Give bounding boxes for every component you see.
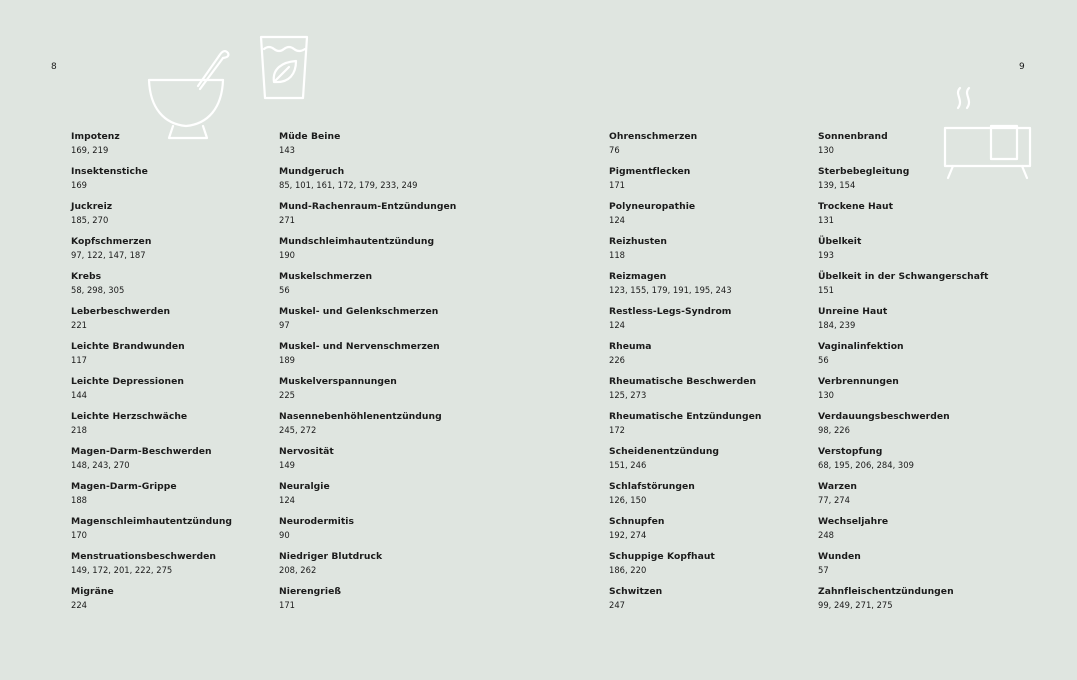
- page-number-right: 9: [1019, 62, 1025, 72]
- index-term: Neuralgie: [279, 481, 330, 492]
- page-references: 130: [818, 390, 834, 400]
- index-entry: [818, 166, 988, 201]
- index-entry: [279, 551, 456, 586]
- index-entry: [279, 166, 456, 201]
- index-entry: [609, 446, 761, 481]
- index-term: Zahnfleischentzündungen: [818, 586, 954, 597]
- index-term: Müde Beine: [279, 131, 341, 142]
- index-entry: [818, 446, 988, 481]
- index-entry: [818, 271, 988, 306]
- page-references: 124: [609, 215, 625, 225]
- page-references: 189: [279, 355, 295, 365]
- index-column-3: [609, 131, 761, 621]
- index-term: Rheuma: [609, 341, 652, 352]
- index-term: Mund-Rachenraum-Entzündungen: [279, 201, 457, 212]
- index-term: Muskelschmerzen: [279, 271, 373, 282]
- index-column-4: [818, 131, 988, 621]
- index-entry: [71, 516, 232, 551]
- page-references: 77, 274: [818, 495, 850, 505]
- index-term: Mundschleimhautentzündung: [279, 236, 435, 247]
- index-term: Übelkeit in der Schwangerschaft: [818, 271, 989, 282]
- page-references: 245, 272: [279, 425, 317, 435]
- page-references: 149: [279, 460, 295, 470]
- mortar-and-pestle-icon: [146, 42, 230, 142]
- index-entry: [609, 166, 761, 201]
- index-entry: [818, 516, 988, 551]
- index-term: Restless-Legs-Syndrom: [609, 306, 732, 317]
- index-term: Rheumatische Entzündungen: [609, 411, 762, 422]
- index-entry: [279, 201, 456, 236]
- index-term: Pigmentflecken: [609, 166, 691, 177]
- index-term: Nervosität: [279, 446, 334, 457]
- index-entry: [71, 481, 232, 516]
- page-references: 218: [71, 425, 87, 435]
- index-term: Mundgeruch: [279, 166, 345, 177]
- index-term: Impotenz: [71, 131, 120, 142]
- page-references: 188: [71, 495, 87, 505]
- index-entry: [609, 481, 761, 516]
- index-entry: [279, 411, 456, 446]
- page-references: 118: [609, 250, 625, 260]
- page-references: 68, 195, 206, 284, 309: [818, 460, 914, 470]
- index-entry: [818, 236, 988, 271]
- page-references: 98, 226: [818, 425, 850, 435]
- page-number-left: 8: [51, 62, 57, 72]
- index-term: Muskelverspannungen: [279, 376, 397, 387]
- index-term: Unreine Haut: [818, 306, 888, 317]
- index-entry: [71, 201, 232, 236]
- index-term: Sterbebegleitung: [818, 166, 910, 177]
- index-entry: [609, 341, 761, 376]
- index-term: Schnupfen: [609, 516, 665, 527]
- index-column-2: [279, 131, 456, 621]
- page-references: 186, 220: [609, 565, 647, 575]
- page-references: 144: [71, 390, 87, 400]
- index-term: Muskel- und Gelenkschmerzen: [279, 306, 439, 317]
- index-entry: [71, 586, 232, 621]
- index-term: Verbrennungen: [818, 376, 899, 387]
- page-references: 97: [279, 320, 290, 330]
- index-entry: [609, 551, 761, 586]
- index-entry: [609, 376, 761, 411]
- page-references: 97, 122, 147, 187: [71, 250, 146, 260]
- index-term: Magen-Darm-Beschwerden: [71, 446, 212, 457]
- index-entry: [818, 411, 988, 446]
- index-term: Nasennebenhöhlenentzündung: [279, 411, 442, 422]
- index-term: Polyneuropathie: [609, 201, 696, 212]
- page-references: 171: [609, 180, 625, 190]
- index-entry: [279, 341, 456, 376]
- index-entry: [609, 411, 761, 446]
- page-references: 58, 298, 305: [71, 285, 125, 295]
- index-term: Schlafstörungen: [609, 481, 695, 492]
- page-references: 221: [71, 320, 87, 330]
- index-entry: [71, 446, 232, 481]
- index-term: Juckreiz: [71, 201, 113, 212]
- index-entry: [71, 341, 232, 376]
- index-entry: [818, 131, 988, 166]
- index-term: Krebs: [71, 271, 102, 282]
- index-term: Kopfschmerzen: [71, 236, 152, 247]
- index-term: Insektenstiche: [71, 166, 148, 177]
- index-term: Leichte Herzschwäche: [71, 411, 188, 422]
- page-references: 247: [609, 600, 625, 610]
- page-references: 149, 172, 201, 222, 275: [71, 565, 173, 575]
- page-references: 125, 273: [609, 390, 647, 400]
- page-references: 151: [818, 285, 834, 295]
- index-term: Niedriger Blutdruck: [279, 551, 383, 562]
- index-term: Warzen: [818, 481, 857, 492]
- page-references: 139, 154: [818, 180, 856, 190]
- page-references: 151, 246: [609, 460, 647, 470]
- index-term: Muskel- und Nervenschmerzen: [279, 341, 440, 352]
- index-entry: [818, 481, 988, 516]
- index-term: Wechseljahre: [818, 516, 889, 527]
- page-references: 117: [71, 355, 87, 365]
- index-entry: [279, 376, 456, 411]
- glass-with-leaf-icon: [258, 34, 310, 102]
- page-references: 208, 262: [279, 565, 317, 575]
- page-references: 123, 155, 179, 191, 195, 243: [609, 285, 732, 295]
- index-term: Wunden: [818, 551, 861, 562]
- index-term: Neurodermitis: [279, 516, 355, 527]
- index-term: Migräne: [71, 586, 114, 597]
- index-term: Schwitzen: [609, 586, 663, 597]
- page-references: 185, 270: [71, 215, 109, 225]
- index-term: Reizmagen: [609, 271, 667, 282]
- index-entry: [279, 306, 456, 341]
- page-references: 169, 219: [71, 145, 109, 155]
- index-entry: [818, 306, 988, 341]
- index-term: Scheidenentzündung: [609, 446, 720, 457]
- index-term: Verstopfung: [818, 446, 883, 457]
- index-entry: [279, 586, 456, 621]
- page-references: 90: [279, 530, 290, 540]
- page-references: 148, 243, 270: [71, 460, 130, 470]
- page-references: 124: [279, 495, 295, 505]
- page-references: 271: [279, 215, 295, 225]
- page-references: 130: [818, 145, 834, 155]
- page-references: 85, 101, 161, 172, 179, 233, 249: [279, 180, 418, 190]
- index-term: Ohrenschmerzen: [609, 131, 698, 142]
- index-entry: [609, 201, 761, 236]
- index-term: Nierengrieß: [279, 586, 342, 597]
- index-column-1: [71, 131, 232, 621]
- index-entry: [71, 236, 232, 271]
- page-references: 193: [818, 250, 834, 260]
- index-term: Übelkeit: [818, 236, 862, 247]
- index-entry: [279, 481, 456, 516]
- index-term: Sonnenbrand: [818, 131, 888, 142]
- index-entry: [279, 236, 456, 271]
- index-term: Magenschleimhautentzündung: [71, 516, 233, 527]
- page-references: 57: [818, 565, 829, 575]
- page-references: 76: [609, 145, 620, 155]
- index-entry: [609, 236, 761, 271]
- page-references: 172: [609, 425, 625, 435]
- index-entry: [818, 341, 988, 376]
- page-references: 169: [71, 180, 87, 190]
- page-references: 171: [279, 600, 295, 610]
- index-term: Vaginalinfektion: [818, 341, 904, 352]
- page-references: 124: [609, 320, 625, 330]
- page-references: 190: [279, 250, 295, 260]
- index-entry: [609, 306, 761, 341]
- page-references: 184, 239: [818, 320, 856, 330]
- page-references: 131: [818, 215, 834, 225]
- page-references: 56: [818, 355, 829, 365]
- index-term: Verdauungsbeschwerden: [818, 411, 950, 422]
- index-entry: [609, 131, 761, 166]
- index-entry: [279, 271, 456, 306]
- index-entry: [71, 551, 232, 586]
- page-references: 226: [609, 355, 625, 365]
- index-term: Leichte Brandwunden: [71, 341, 185, 352]
- page-references: 224: [71, 600, 87, 610]
- index-term: Trockene Haut: [818, 201, 894, 212]
- index-entry: [71, 411, 232, 446]
- page-references: 99, 249, 271, 275: [818, 600, 893, 610]
- page-references: 170: [71, 530, 87, 540]
- index-entry: [279, 446, 456, 481]
- index-entry: [818, 551, 988, 586]
- page-references: 225: [279, 390, 295, 400]
- index-entry: [71, 131, 232, 166]
- index-entry: [818, 376, 988, 411]
- index-entry: [609, 516, 761, 551]
- index-term: Leichte Depressionen: [71, 376, 184, 387]
- index-entry: [609, 586, 761, 621]
- page-references: 56: [279, 285, 290, 295]
- index-term: Rheumatische Beschwerden: [609, 376, 757, 387]
- index-entry: [71, 271, 232, 306]
- index-entry: [609, 271, 761, 306]
- index-entry: [818, 201, 988, 236]
- index-entry: [279, 131, 456, 166]
- page-references: 143: [279, 145, 295, 155]
- index-entry: [818, 586, 988, 621]
- index-term: Magen-Darm-Grippe: [71, 481, 177, 492]
- index-entry: [71, 166, 232, 201]
- index-entry: [71, 306, 232, 341]
- page-references: 192, 274: [609, 530, 647, 540]
- page-references: 248: [818, 530, 834, 540]
- index-entry: [71, 376, 232, 411]
- index-term: Menstruationsbeschwerden: [71, 551, 216, 562]
- page-references: 126, 150: [609, 495, 647, 505]
- index-term: Reizhusten: [609, 236, 668, 247]
- index-entry: [279, 516, 456, 551]
- index-term: Schuppige Kopfhaut: [609, 551, 715, 562]
- index-term: Leberbeschwerden: [71, 306, 171, 317]
